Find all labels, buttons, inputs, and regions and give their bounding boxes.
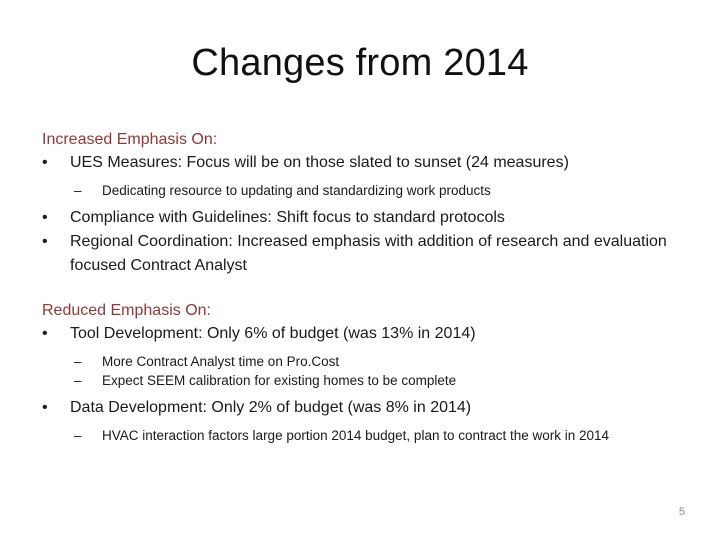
subbullet-hvac-interaction xyxy=(42,426,682,445)
bullet-regional-coordination xyxy=(42,230,682,278)
slide-title: Changes from 2014 xyxy=(191,42,529,84)
subbullet-dash: – xyxy=(74,428,82,443)
slide-content xyxy=(42,129,682,445)
subbullet-text: More Contract Analyst time on Pro.Cost xyxy=(102,354,340,369)
reduced-heading: Reduced Emphasis On: xyxy=(42,302,211,319)
subbullet-text: HVAC interaction factors large portion 2014 budget, plan to contract the work in 2014 xyxy=(102,428,610,443)
bullet-compliance xyxy=(42,206,682,230)
subbullet-seem-calibration xyxy=(42,371,682,390)
bullet-text: UES Measures: Focus will be on those slated to sunset (24 measures) xyxy=(70,154,569,171)
increased-heading: Increased Emphasis On: xyxy=(42,131,218,148)
page-number: 5 xyxy=(678,506,685,518)
bullet-text: Tool Development: Only 6% of budget (was 13% in 2014) xyxy=(70,325,476,342)
subbullet-dedicating-resource xyxy=(42,181,682,200)
bullet-dot: • xyxy=(42,399,48,416)
bullet-dot: • xyxy=(42,154,48,171)
subbullet-dash: – xyxy=(74,183,82,198)
bullet-dot: • xyxy=(42,233,48,250)
bullet-text: Regional Coordination: Increased emphasis with addition of research and evaluation focused Contract Analyst xyxy=(70,233,667,274)
subbullet-contract-analyst-time xyxy=(42,352,682,371)
subbullet-dash: – xyxy=(74,354,82,369)
bullet-ues-measures xyxy=(42,151,682,175)
bullet-data-development xyxy=(42,396,682,420)
bullet-text: Data Development: Only 2% of budget (was 8% in 2014) xyxy=(70,399,472,416)
bullet-text: Compliance with Guidelines: Shift focus to standard protocols xyxy=(70,209,505,226)
bullet-tool-development xyxy=(42,322,682,346)
bullet-dot: • xyxy=(42,209,48,226)
subbullet-text: Expect SEEM calibration for existing homes to be complete xyxy=(102,373,457,388)
bullet-dot: • xyxy=(42,325,48,342)
subbullet-text: Dedicating resource to updating and standardizing work products xyxy=(102,183,491,198)
subbullet-dash: – xyxy=(74,373,82,388)
